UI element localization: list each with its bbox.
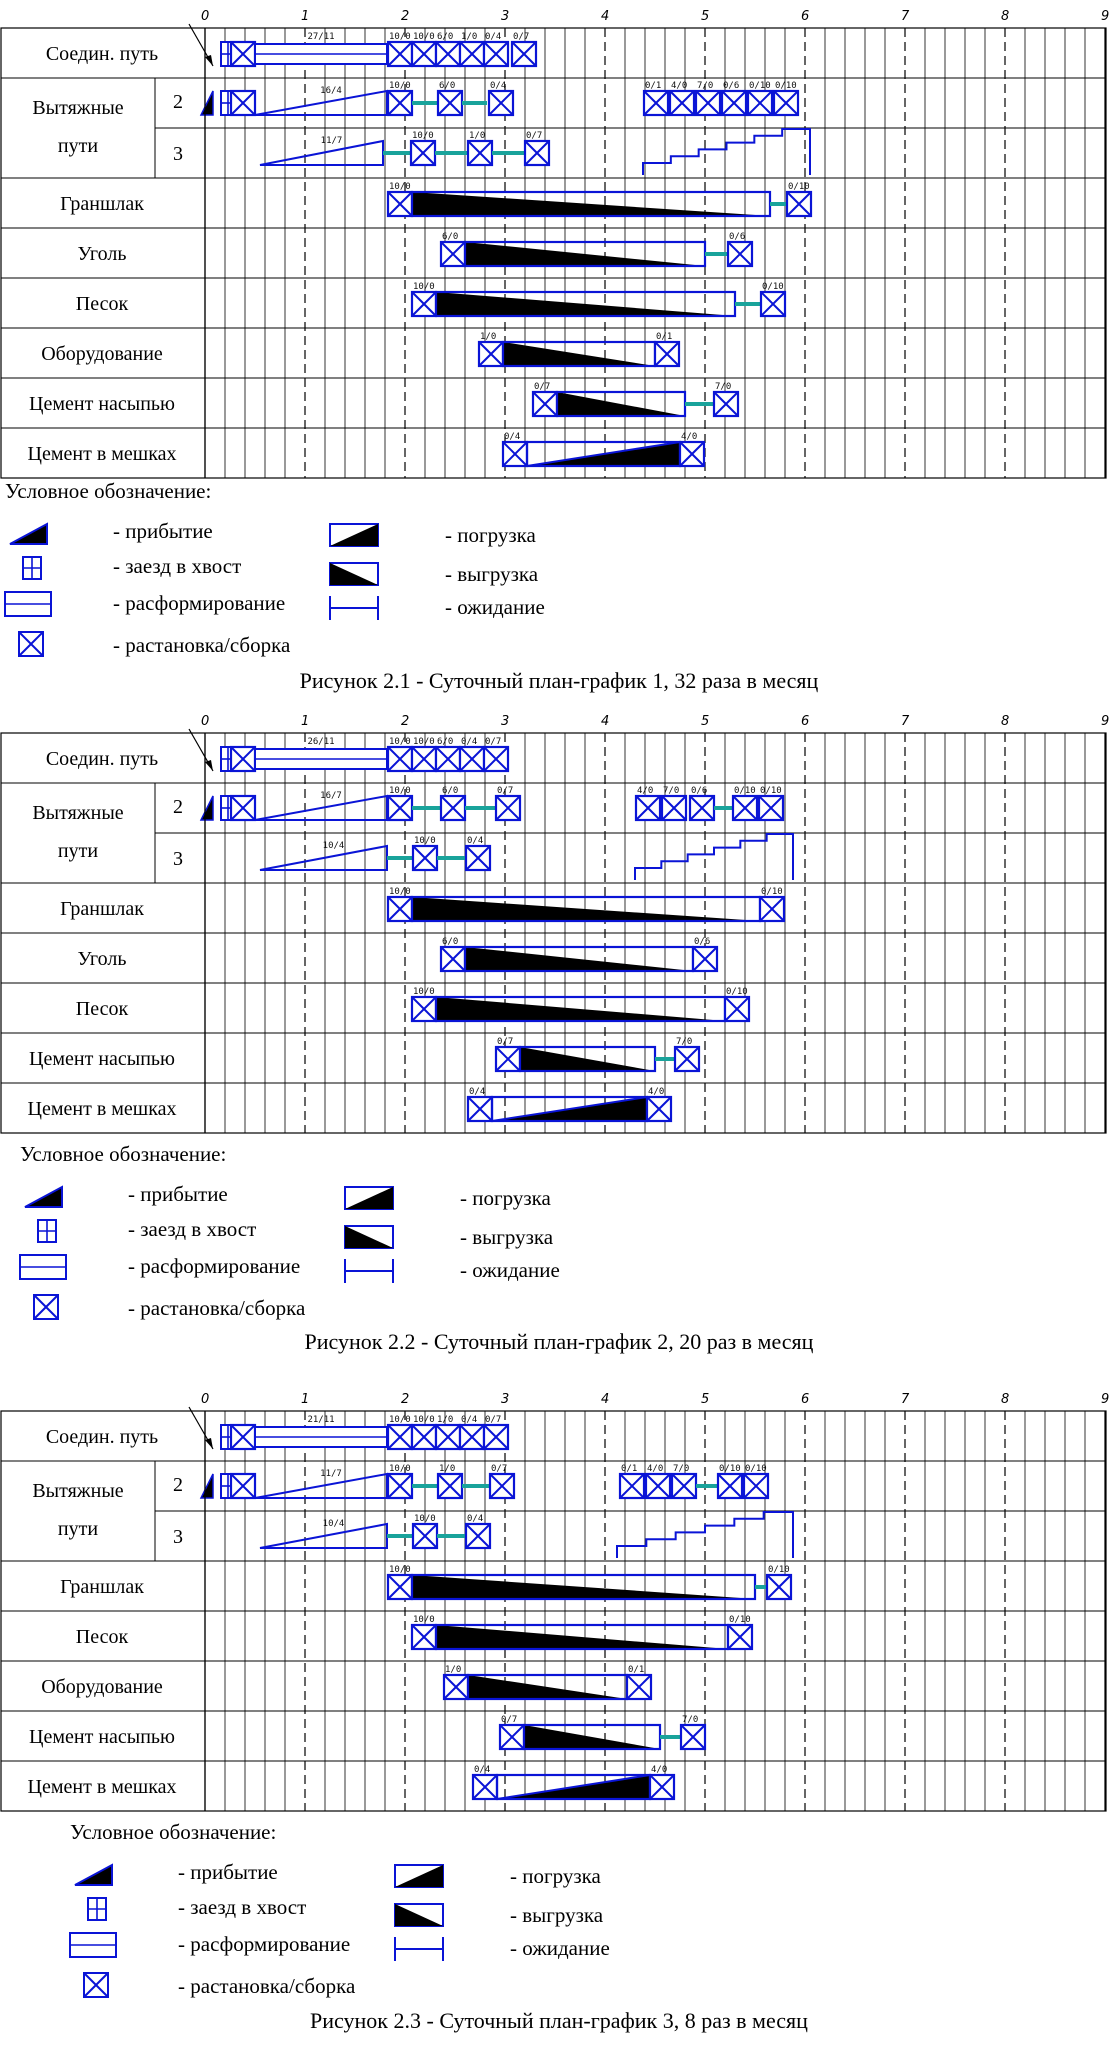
operation-label: 10/0 xyxy=(389,737,411,747)
operation-label: 1/0 xyxy=(437,1415,454,1425)
row-label: Цемент насыпью xyxy=(29,1726,175,1748)
operation-label: 10/0 xyxy=(389,81,411,91)
operation-label: 11/7 xyxy=(320,1469,342,1479)
axis-tick-label: 3 xyxy=(501,1392,510,1407)
operation-label: 6/0 xyxy=(437,737,454,747)
figure-3 xyxy=(1,1392,1109,2033)
unloading-wedge xyxy=(503,342,655,366)
operation-label: 0/7 xyxy=(485,1415,502,1425)
operation-label: 0/7 xyxy=(526,131,543,141)
operation-label: 0/4 xyxy=(467,836,484,846)
axis-tick-label: 2 xyxy=(401,9,410,24)
axis-tick-label: 6 xyxy=(801,9,810,24)
sub-row-label: 3 xyxy=(173,1526,183,1548)
loading-wedge xyxy=(492,1097,647,1121)
row-label: Оборудование xyxy=(41,343,163,365)
operation-label: 0/6 xyxy=(723,81,740,91)
row-label: Граншлак xyxy=(60,898,144,920)
row-label: Уголь xyxy=(77,243,127,265)
arrival-mark xyxy=(201,91,213,115)
axis-tick-label: 0 xyxy=(201,1392,210,1407)
axis-tick-label: 4 xyxy=(601,9,610,24)
operation-label: 10/0 xyxy=(389,887,411,897)
operation-label: 10/4 xyxy=(322,1519,345,1529)
sub-row-label: 3 xyxy=(173,143,183,165)
figure-caption: Рисунок 2.3 - Суточный план-график 3, 8 раз в месяц xyxy=(310,2008,808,2033)
legend-arrival-icon xyxy=(10,524,47,544)
axis-tick-label: 6 xyxy=(801,1392,810,1407)
operation-label: 6/0 xyxy=(439,81,456,91)
operation-label: 10/0 xyxy=(413,1415,435,1425)
axis-tick-label: 3 xyxy=(501,714,510,729)
axis-tick-label: 2 xyxy=(401,1392,410,1407)
operation-label: 6/0 xyxy=(442,786,459,796)
operation-label: 0/7 xyxy=(513,32,530,42)
operation-label: 0/10 xyxy=(760,786,782,796)
operation-label: 0/10 xyxy=(761,887,783,897)
figure-caption: Рисунок 2.1 - Суточный план-график 1, 32 раза в месяц xyxy=(299,668,819,693)
axis-tick-label: 7 xyxy=(901,1392,910,1407)
operation-label: 0/10 xyxy=(734,786,756,796)
row-label: Цемент в мешках xyxy=(27,1776,177,1798)
operation-label: 7/0 xyxy=(663,786,680,796)
row-label: пути xyxy=(57,840,99,862)
operation-label: 10/0 xyxy=(413,1615,435,1625)
axis-tick-label: 5 xyxy=(701,714,710,729)
sub-row-label: 3 xyxy=(173,848,183,870)
axis-tick-label: 3 xyxy=(501,9,510,24)
operation-label: 7/0 xyxy=(715,382,732,392)
operation-label: 0/1 xyxy=(628,1665,645,1675)
axis-tick-label: 0 xyxy=(201,714,210,729)
operation-label: 10/0 xyxy=(412,131,434,141)
row-label: Граншлак xyxy=(60,193,144,215)
operation-label: 0/1 xyxy=(645,81,662,91)
operation-label: 4/0 xyxy=(681,432,698,442)
figure-2 xyxy=(1,714,1109,1354)
operation-label: 0/10 xyxy=(749,81,771,91)
row-label: Вытяжные xyxy=(32,1480,124,1502)
operation-label: 0/7 xyxy=(491,1464,508,1474)
row-label: Цемент в мешках xyxy=(27,443,177,465)
axis-tick-label: 6 xyxy=(801,714,810,729)
legend-loading-text: - погрузка xyxy=(445,523,536,547)
operation-label: 0/4 xyxy=(490,81,507,91)
axis-tick-label: 0 xyxy=(201,9,210,24)
legend-loading-text: - погрузка xyxy=(510,1864,601,1888)
legend-unloading-text: - выгрузка xyxy=(460,1225,554,1249)
operation-label: 1/0 xyxy=(480,332,497,342)
operation-label: 0/6 xyxy=(691,786,708,796)
operation-label: 10/0 xyxy=(389,1565,411,1575)
operation-label: 11/7 xyxy=(320,136,343,146)
operation-label: 0/1 xyxy=(656,332,673,342)
operation-label: 0/10 xyxy=(745,1464,767,1474)
row-label: пути xyxy=(57,135,99,157)
operation-label: 6/0 xyxy=(442,232,459,242)
operation-label: 4/0 xyxy=(651,1765,668,1775)
operation-label: 10/0 xyxy=(389,1415,411,1425)
operation-label: 16/4 xyxy=(320,86,342,96)
operation-label: 7/0 xyxy=(697,81,714,91)
unloading-wedge xyxy=(520,1047,655,1071)
operation-label: 6/0 xyxy=(437,32,454,42)
legend-sort-text: - растановка/сборка xyxy=(178,1974,356,1998)
operation-label: 7/0 xyxy=(673,1464,690,1474)
unloading-wedge xyxy=(412,897,760,921)
legend-sort-text: - растановка/сборка xyxy=(128,1296,306,1320)
sub-row-label: 2 xyxy=(173,796,183,818)
row-label: Вытяжные xyxy=(32,97,124,119)
figure-caption: Рисунок 2.2 - Суточный план-график 2, 20 раз в месяц xyxy=(304,1329,814,1354)
operation-label: 10/4 xyxy=(322,841,345,851)
operation-label: 0/7 xyxy=(534,382,551,392)
axis-tick-label: 8 xyxy=(1001,1392,1010,1407)
axis-tick-label: 1 xyxy=(301,714,310,729)
legend-arrival-text: - прибытие xyxy=(113,519,213,543)
operation-label: 4/0 xyxy=(637,786,654,796)
operation-label: 10/0 xyxy=(414,836,436,846)
legend-waiting-text: - ожидание xyxy=(445,595,545,619)
axis-tick-label: 8 xyxy=(1001,9,1010,24)
arrival-arrowhead xyxy=(205,760,213,771)
axis-tick-label: 2 xyxy=(401,714,410,729)
operation-label: 0/10 xyxy=(788,182,810,192)
loading-wedge xyxy=(497,1775,650,1799)
axis-tick-label: 5 xyxy=(701,9,710,24)
unloading-wedge xyxy=(412,192,770,216)
operation-label: 0/6 xyxy=(729,232,746,242)
operation-label: 0/10 xyxy=(719,1464,741,1474)
operation-label: 0/6 xyxy=(694,937,711,947)
legend-breakup-text: - расформирование xyxy=(113,591,286,615)
axis-tick-label: 7 xyxy=(901,714,910,729)
legend-tail-text: - заезд в хвост xyxy=(113,554,242,578)
legend-title: Условное обозначение: xyxy=(5,479,212,503)
operation-label: 0/4 xyxy=(461,737,478,747)
operation-label: 0/7 xyxy=(485,737,502,747)
axis-tick-label: 1 xyxy=(301,1392,310,1407)
legend-waiting-text: - ожидание xyxy=(460,1258,560,1282)
sub-row-label: 2 xyxy=(173,91,183,113)
sub-row-label: 2 xyxy=(173,1474,183,1496)
operation-label: 1/0 xyxy=(439,1464,456,1474)
unloading-wedge xyxy=(412,1575,755,1599)
operation-label: 1/0 xyxy=(445,1665,462,1675)
operation-label: 0/1 xyxy=(621,1464,638,1474)
unloading-wedge xyxy=(465,947,693,971)
operation-label: 4/0 xyxy=(671,81,688,91)
legend-arrival-text: - прибытие xyxy=(128,1182,228,1206)
operation-label: 10/0 xyxy=(389,786,411,796)
row-label: Соедин. путь xyxy=(45,748,159,770)
unloading-wedge xyxy=(436,997,725,1021)
arrival-mark xyxy=(201,796,213,820)
row-label: Цемент насыпью xyxy=(29,1048,175,1070)
legend-tail-text: - заезд в хвост xyxy=(128,1217,257,1241)
row-label: Цемент насыпью xyxy=(29,393,175,415)
operation-label: 0/10 xyxy=(768,1565,790,1575)
operation-label: 0/4 xyxy=(474,1765,491,1775)
unloading-wedge xyxy=(524,1725,660,1749)
operation-label: 4/0 xyxy=(648,1087,665,1097)
axis-tick-label: 5 xyxy=(701,1392,710,1407)
axis-tick-label: 1 xyxy=(301,9,310,24)
staircase-line xyxy=(635,834,793,880)
operation-label: 1/0 xyxy=(469,131,486,141)
operation-label: 0/10 xyxy=(775,81,797,91)
legend-unloading-text: - выгрузка xyxy=(445,562,539,586)
axis-tick-label: 4 xyxy=(601,714,610,729)
row-label: Уголь xyxy=(77,948,127,970)
row-label: Вытяжные xyxy=(32,802,124,824)
figure-1 xyxy=(1,9,1109,693)
legend-arrival-text: - прибытие xyxy=(178,1860,278,1884)
arrival-arrowhead xyxy=(205,55,213,66)
axis-tick-label: 7 xyxy=(901,9,910,24)
legend-breakup-text: - расформирование xyxy=(128,1254,301,1278)
axis-tick-label: 9 xyxy=(1101,714,1110,729)
legend-title: Условное обозначение: xyxy=(20,1142,227,1166)
operation-label: 10/0 xyxy=(389,1464,411,1474)
operation-label: 0/10 xyxy=(762,282,784,292)
operation-label: 6/0 xyxy=(442,937,459,947)
operation-label: 21/11 xyxy=(307,1415,335,1425)
axis-tick-label: 4 xyxy=(601,1392,610,1407)
row-label: Соедин. путь xyxy=(45,43,159,65)
operation-label: 10/0 xyxy=(389,182,411,192)
row-label: Граншлак xyxy=(60,1576,144,1598)
arrival-mark xyxy=(201,1474,213,1498)
operation-label: 0/7 xyxy=(497,1037,514,1047)
operation-label: 7/0 xyxy=(682,1715,699,1725)
legend-arrival-icon xyxy=(75,1865,112,1885)
operation-label: 0/4 xyxy=(461,1415,478,1425)
unloading-wedge xyxy=(436,292,735,316)
row-label: Песок xyxy=(75,293,129,315)
operation-label: 4/0 xyxy=(647,1464,664,1474)
legend-arrival-icon xyxy=(25,1187,62,1207)
row-label: Песок xyxy=(75,1626,129,1648)
operation-label: 10/0 xyxy=(414,1514,436,1524)
axis-tick-label: 9 xyxy=(1101,9,1110,24)
loading-wedge xyxy=(527,442,680,466)
operation-label: 0/4 xyxy=(469,1087,486,1097)
operation-label: 0/4 xyxy=(504,432,521,442)
axis-tick-label: 8 xyxy=(1001,714,1010,729)
operation-label: 0/4 xyxy=(467,1514,484,1524)
legend-loading-text: - погрузка xyxy=(460,1186,551,1210)
legend-breakup-text: - расформирование xyxy=(178,1932,351,1956)
operation-label: 0/7 xyxy=(497,786,514,796)
operation-label: 16/7 xyxy=(320,791,342,801)
operation-label: 0/10 xyxy=(729,1615,751,1625)
operation-label: 10/0 xyxy=(413,987,435,997)
operation-label: 7/0 xyxy=(676,1037,693,1047)
operation-label: 0/4 xyxy=(485,32,502,42)
row-label: пути xyxy=(57,1518,99,1540)
operation-label: 10/0 xyxy=(413,32,435,42)
row-label: Песок xyxy=(75,998,129,1020)
operation-label: 10/0 xyxy=(413,282,435,292)
unloading-wedge xyxy=(468,1675,627,1699)
legend-waiting-text: - ожидание xyxy=(510,1936,610,1960)
operation-label: 10/0 xyxy=(389,32,411,42)
operation-label: 0/7 xyxy=(501,1715,518,1725)
legend-tail-text: - заезд в хвост xyxy=(178,1895,307,1919)
unloading-wedge xyxy=(557,392,685,416)
row-label: Цемент в мешках xyxy=(27,1098,177,1120)
row-label: Соедин. путь xyxy=(45,1426,159,1448)
legend-sort-text: - растановка/сборка xyxy=(113,633,291,657)
operation-label: 0/10 xyxy=(726,987,748,997)
operation-label: 26/11 xyxy=(307,737,335,747)
operation-label: 1/0 xyxy=(461,32,478,42)
legend-unloading-text: - выгрузка xyxy=(510,1903,604,1927)
arrival-arrowhead xyxy=(205,1438,213,1449)
operation-label: 27/11 xyxy=(307,32,335,42)
unloading-wedge xyxy=(436,1625,728,1649)
operation-label: 10/0 xyxy=(413,737,435,747)
axis-tick-label: 9 xyxy=(1101,1392,1110,1407)
row-label: Оборудование xyxy=(41,1676,163,1698)
legend-title: Условное обозначение: xyxy=(70,1820,277,1844)
